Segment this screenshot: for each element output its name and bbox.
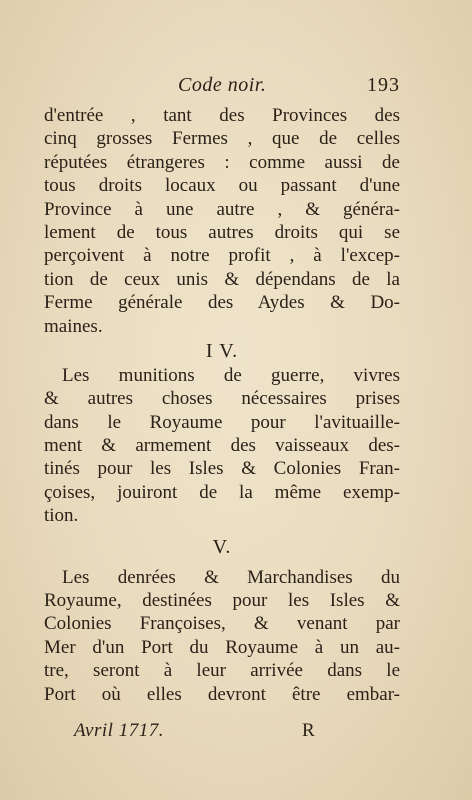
running-title: Code noir. [178, 74, 267, 96]
text-line: réputées étrangeres : comme aussi de [44, 151, 400, 173]
text-line: cinq grosses Fermes , que de celles [44, 128, 400, 150]
text-line: tous droits locaux ou passant d'une [44, 175, 400, 197]
text-line: Colonies Françoises, & venant par [44, 613, 400, 635]
page-header [44, 74, 400, 100]
text-line: tion de ceux unis & dépendans de la [44, 268, 400, 290]
text-line: maines. [44, 315, 103, 337]
text-line: ment & armement des vaisseaux des- [44, 435, 400, 457]
text-line: Les denrées & Marchandises du [62, 566, 400, 588]
text-line: & autres choses nécessaires prises [44, 388, 400, 410]
text-line: Province à une autre , & généra- [44, 198, 400, 220]
text-line: dans le Royaume pour l'avituaille- [44, 411, 400, 433]
text-line: tre, seront à leur arrivée dans le [44, 660, 400, 682]
article-iv-paragraph [44, 364, 400, 528]
text-line: Les munitions de guerre, vivres [62, 364, 400, 386]
page-footer [44, 720, 400, 746]
text-line: çoises, jouiront de la même exemp- [44, 481, 400, 503]
text-line: Ferme générale des Aydes & Do- [44, 292, 400, 314]
continued-paragraph [44, 104, 400, 338]
body-text [44, 104, 400, 706]
text-line: lement de tous autres droits qui se [44, 221, 400, 243]
text-line: Port où elles devront être embar- [44, 683, 400, 705]
text-line: tion. [44, 505, 79, 527]
text-line: d'entrée , tant des Provinces des [44, 105, 400, 126]
article-heading-v: V. [212, 535, 232, 558]
page-number: 193 [367, 74, 400, 96]
text-line: tinés pour les Isles & Colonies Fran- [44, 458, 400, 480]
article-heading-iv: I V. [205, 339, 239, 362]
imprint-date: Avril 1717. [74, 720, 164, 741]
text-line: perçoivent à notre profit , à l'excep- [44, 245, 400, 267]
article-v-paragraph [44, 566, 400, 706]
text-line: Mer d'un Port du Royaume à un au- [44, 636, 400, 658]
text-line: Royaume, destinées pour les Isles & [44, 590, 400, 612]
signature-mark: R [302, 720, 315, 741]
